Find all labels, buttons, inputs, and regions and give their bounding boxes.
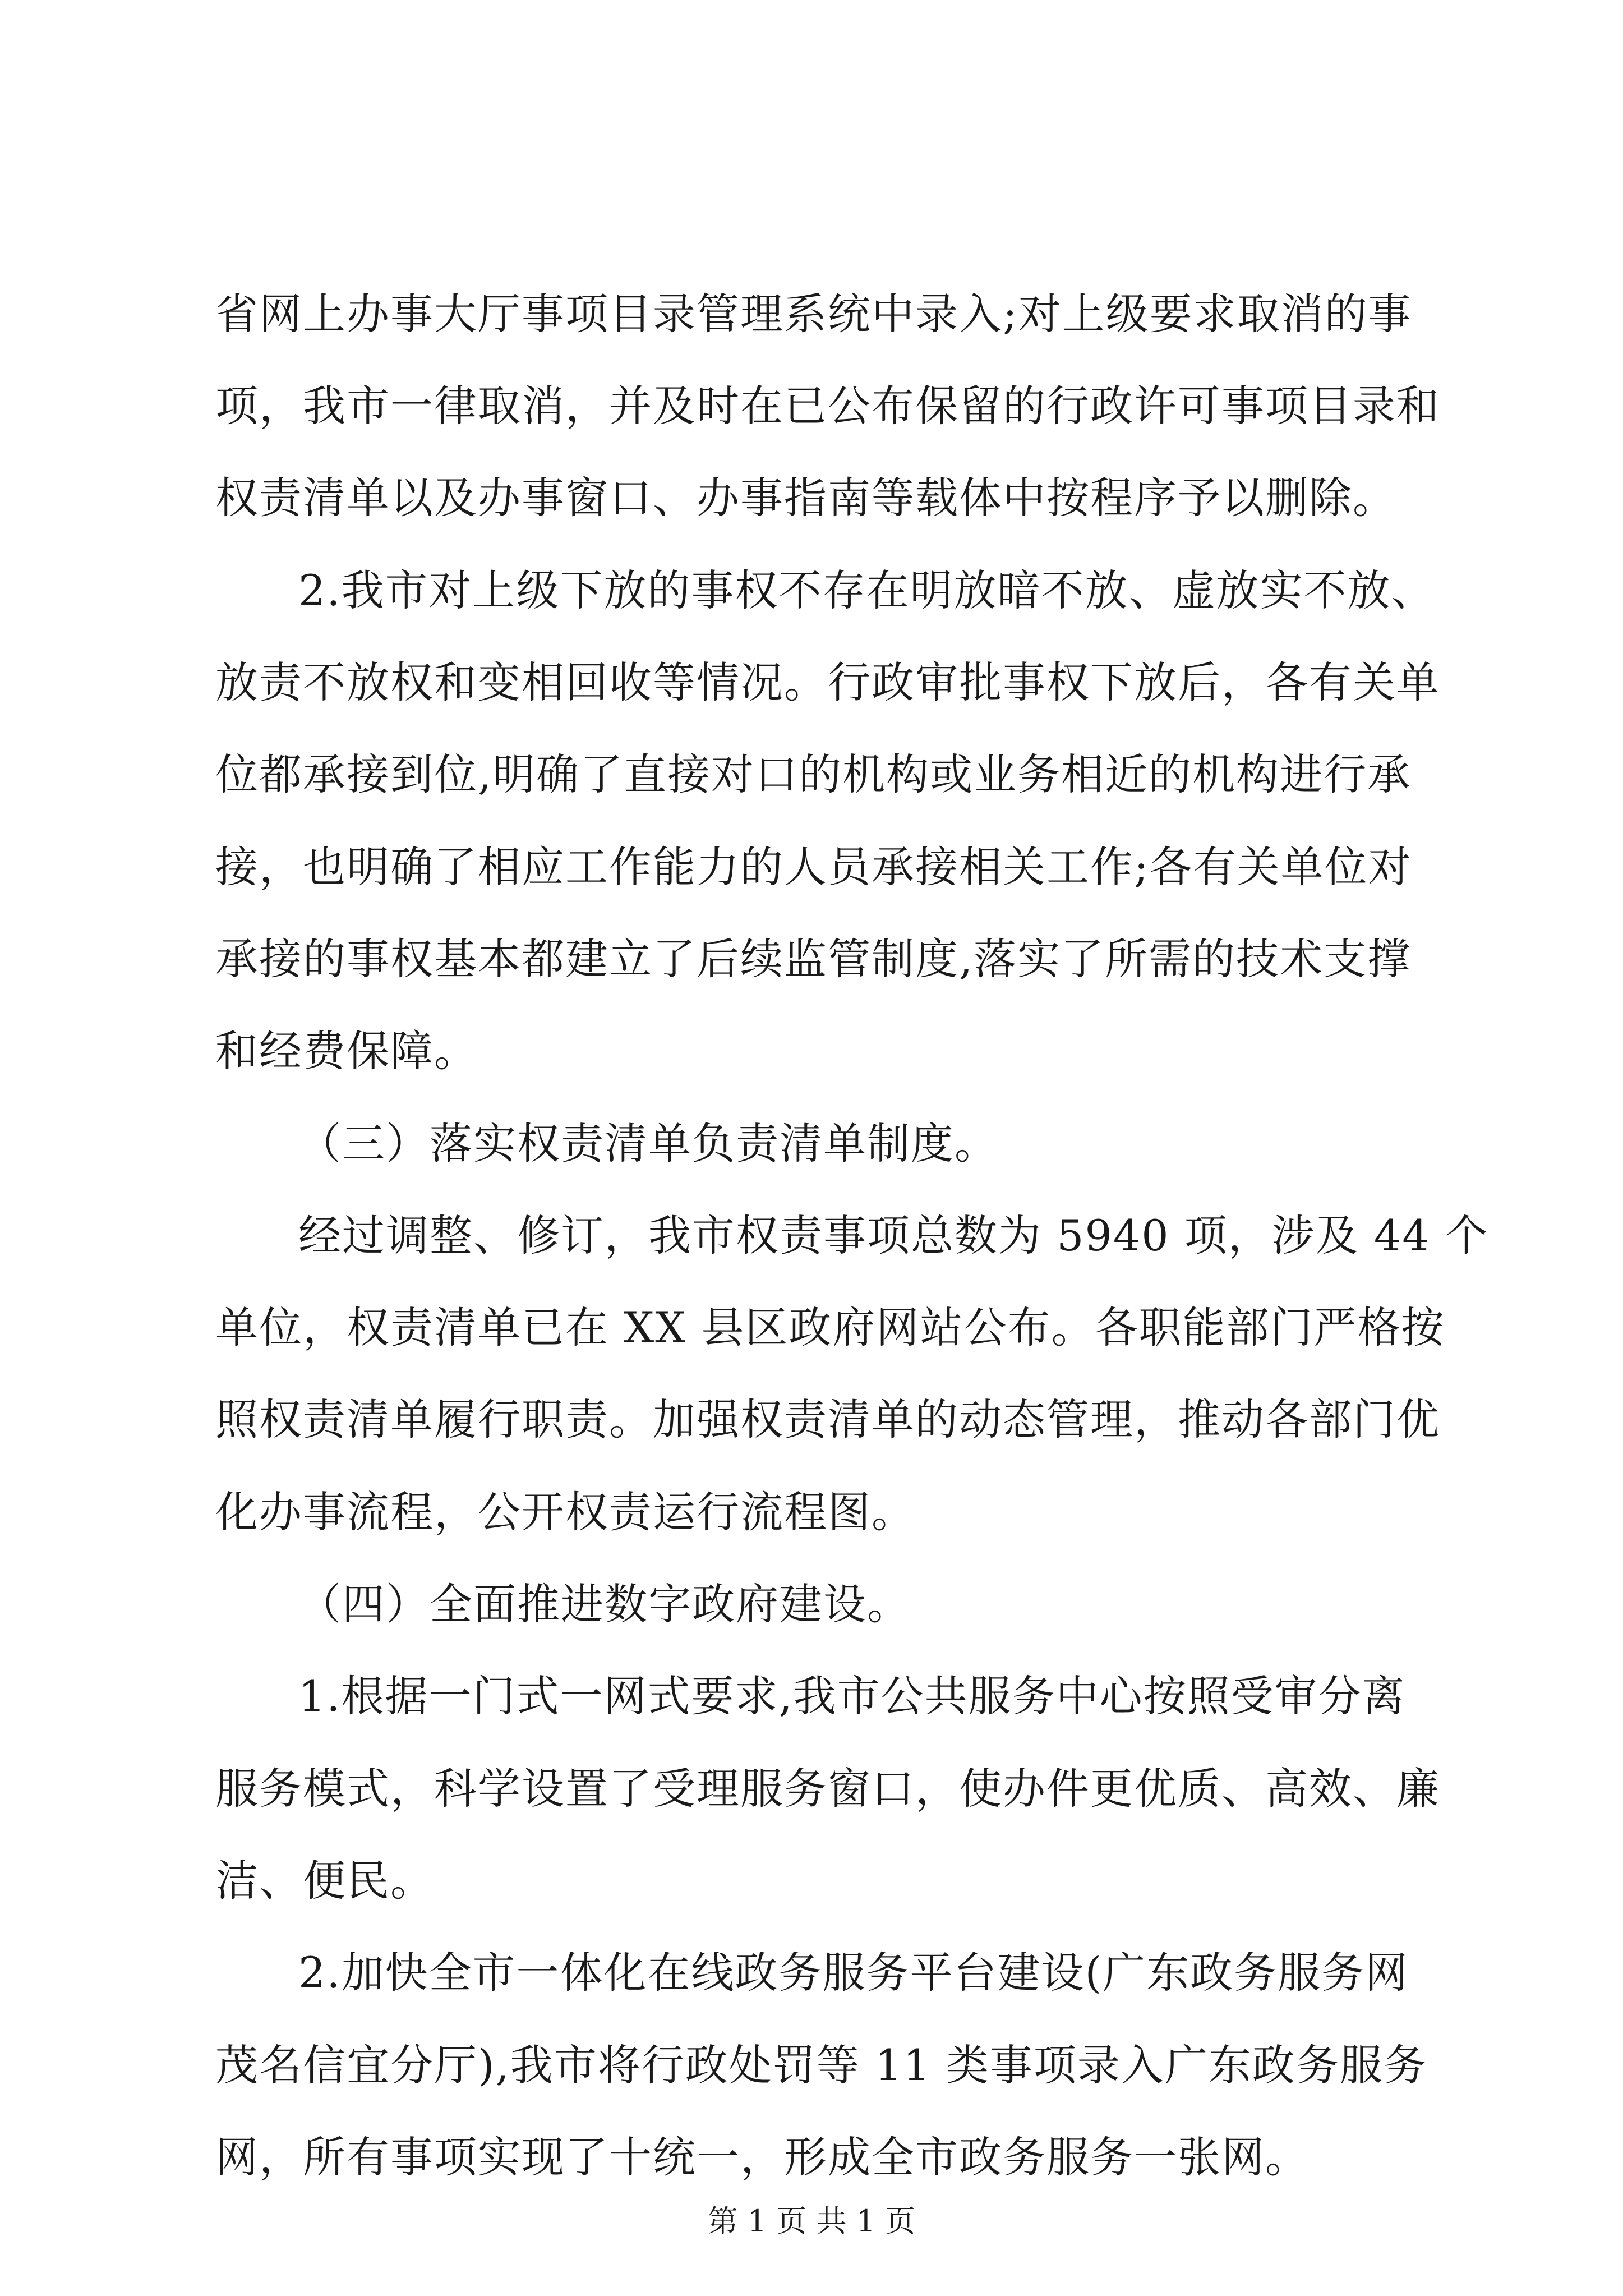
paragraph-line: 1.根据一门式一网式要求,我市公共服务中心按照受审分离 xyxy=(298,1671,1406,1721)
paragraph-line: 照权责清单履行职责。加强权责清单的动态管理，推动各部门优 xyxy=(215,1395,1440,1444)
paragraph-line: 服务模式，科学设置了受理服务窗口，使办件更优质、高效、廉 xyxy=(215,1764,1440,1814)
paragraph-line: 项，我市一律取消，并及时在已公布保留的行政许可事项目录和 xyxy=(215,381,1440,431)
paragraph-line: 接，也明确了相应工作能力的人员承接相关工作;各有关单位对 xyxy=(215,842,1412,892)
section-heading: （四）全面推进数字政府建设。 xyxy=(298,1579,911,1629)
paragraph-line: 2.加快全市一体化在线政务服务平台建设(广东政务服务网 xyxy=(298,1948,1409,1998)
paragraph-line: 和经费保障。 xyxy=(215,1026,478,1076)
page-number-footer: 第 1 页 共 1 页 xyxy=(707,2203,916,2239)
paragraph-line: 承接的事权基本都建立了后续监管制度,落实了所需的技术支撑 xyxy=(215,934,1412,984)
paragraph-line: 省网上办事大厅事项目录管理系统中录入;对上级要求取消的事 xyxy=(215,289,1412,339)
paragraph-line: 权责清单以及办事窗口、办事指南等载体中按程序予以删除。 xyxy=(215,473,1396,523)
paragraph-line: 位都承接到位,明确了直接对口的机构或业务相近的机构进行承 xyxy=(215,749,1412,799)
paragraph-line: 洁、便民。 xyxy=(215,1856,434,1906)
paragraph-line: 2.我市对上级下放的事权不存在明放暗不放、虚放实不放、 xyxy=(298,565,1435,615)
section-heading: （三）落实权责清单负责清单制度。 xyxy=(298,1119,998,1168)
paragraph-line: 放责不放权和变相回收等情况。行政审批事权下放后，各有关单 xyxy=(215,657,1440,707)
paragraph-line: 经过调整、修订，我市权责事项总数为 5940 项，涉及 44 个 xyxy=(298,1211,1489,1260)
paragraph-line: 单位，权责清单已在 XX 县区政府网站公布。各职能部门严格按 xyxy=(215,1303,1445,1352)
paragraph-line: 网，所有事项实现了十统一，形成全市政务服务一张网。 xyxy=(215,2132,1309,2182)
paragraph-line: 化办事流程，公开权责运行流程图。 xyxy=(215,1487,915,1537)
paragraph-line: 茂名信宜分厅),我市将行政处罚等 11 类事项录入广东政务服务 xyxy=(215,2040,1427,2090)
